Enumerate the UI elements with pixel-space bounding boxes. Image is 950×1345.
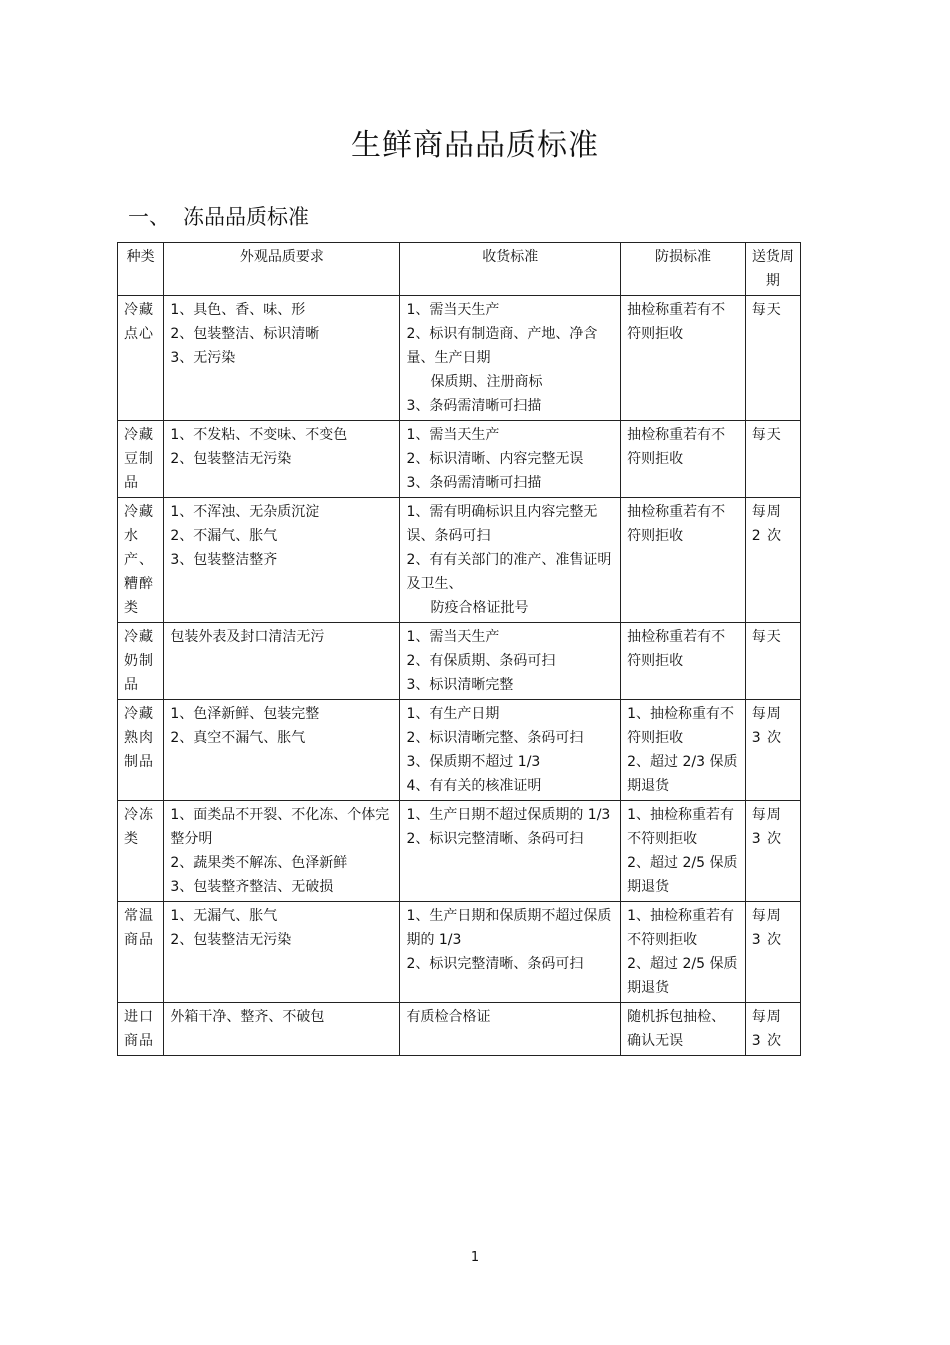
cell-receiving xyxy=(400,902,621,1003)
cell-appearance-line: 1、不发粘、不变味、不变色 xyxy=(170,427,348,443)
cell-appearance-line: 包装外表及封口清洁无污 xyxy=(170,629,325,645)
cell-prevention xyxy=(621,801,746,902)
quality-standard-table xyxy=(117,242,801,1056)
cell-cycle: 每天 xyxy=(745,623,800,700)
cell-receiving-line: 2、标识完整清晰、条码可扫 xyxy=(406,831,584,847)
cell-prevention-line: 2、超过 2/3 保质期退货 xyxy=(627,754,738,794)
cell-receiving xyxy=(400,700,621,801)
cell-receiving-line: 1、需当天生产 xyxy=(406,427,500,443)
cell-receiving-line: 1、生产日期不超过保质期的 1/3 xyxy=(406,807,611,823)
cell-appearance xyxy=(164,902,400,1003)
cell-receiving-line: 1、需当天生产 xyxy=(406,302,500,318)
cell-appearance-line: 3、包装整齐整洁、无破损 xyxy=(170,879,334,895)
cell-category: 进口商品 xyxy=(118,1003,164,1056)
cell-appearance-line: 1、面类品不开裂、不化冻、个体完整分明 xyxy=(170,807,390,847)
table-row xyxy=(118,623,801,700)
cell-receiving xyxy=(400,623,621,700)
table-row xyxy=(118,700,801,801)
cell-receiving-line: 3、标识清晰完整 xyxy=(406,677,514,693)
cell-prevention-line: 抽检称重若有不符则拒收 xyxy=(627,427,726,467)
cell-prevention xyxy=(621,498,746,623)
cell-prevention xyxy=(621,902,746,1003)
cell-receiving xyxy=(400,801,621,902)
cell-appearance xyxy=(164,700,400,801)
cell-receiving xyxy=(400,296,621,421)
cell-receiving-line: 4、有有关的核准证明 xyxy=(406,778,542,794)
cell-receiving-line: 1、生产日期和保质期不超过保质期的 1/3 xyxy=(406,908,612,948)
cell-receiving-line: 3、保质期不超过 1/3 xyxy=(406,754,541,770)
table-row xyxy=(118,1003,801,1056)
header-category: 种类 xyxy=(118,243,164,296)
cell-cycle: 每周 3 次 xyxy=(745,1003,800,1056)
cell-prevention-line: 2、超过 2/5 保质期退货 xyxy=(627,956,738,996)
table-row xyxy=(118,498,801,623)
cell-appearance xyxy=(164,1003,400,1056)
cell-receiving-line: 3、条码需清晰可扫描 xyxy=(406,475,542,491)
cell-category: 常温商品 xyxy=(118,902,164,1003)
cell-category: 冷藏水产、糟醉类 xyxy=(118,498,164,623)
cell-appearance-line: 1、不浑浊、无杂质沉淀 xyxy=(170,504,320,520)
cell-appearance xyxy=(164,801,400,902)
cell-prevention-line: 抽检称重若有不符则拒收 xyxy=(627,504,726,544)
section-heading xyxy=(128,201,309,231)
cell-appearance-line: 2、包装整洁无污染 xyxy=(170,451,292,467)
cell-cycle: 每周 3 次 xyxy=(745,700,800,801)
cell-receiving-line: 有质检合格证 xyxy=(406,1009,491,1025)
section-title: 冻品品质标准 xyxy=(183,205,309,229)
cell-receiving-line: 2、有保质期、条码可扫 xyxy=(406,653,556,669)
cell-receiving-line: 2、标识完整清晰、条码可扫 xyxy=(406,956,584,972)
cell-cycle: 每天 xyxy=(745,421,800,498)
cell-cycle: 每周 2 次 xyxy=(745,498,800,623)
cell-receiving-line: 2、标识有制造商、产地、净含量、生产日期 xyxy=(406,326,598,366)
cell-category: 冷藏点心 xyxy=(118,296,164,421)
cell-cycle: 每天 xyxy=(745,296,800,421)
header-appearance: 外观品质要求 xyxy=(164,243,400,296)
cell-appearance xyxy=(164,421,400,498)
header-receiving: 收货标准 xyxy=(400,243,621,296)
cell-appearance-line: 1、无漏气、胀气 xyxy=(170,908,278,924)
header-cycle: 送货周期 xyxy=(745,243,800,296)
cell-appearance-line: 2、包装整洁、标识清晰 xyxy=(170,326,320,342)
page-title: 生鲜商品品质标准 xyxy=(351,128,599,163)
header-prevention: 防损标准 xyxy=(621,243,746,296)
cell-prevention-line: 随机拆包抽检、确认无误 xyxy=(627,1009,726,1049)
cell-prevention-line: 抽检称重若有不符则拒收 xyxy=(627,302,726,342)
cell-appearance xyxy=(164,296,400,421)
cell-prevention-line: 2、超过 2/5 保质期退货 xyxy=(627,855,738,895)
cell-prevention-line: 1、抽检称重有不符则拒收 xyxy=(627,706,735,746)
cell-cycle: 每周 3 次 xyxy=(745,902,800,1003)
cell-receiving-line: 防疫合格证批号 xyxy=(430,600,529,616)
cell-prevention-line: 1、抽检称重若有不符则拒收 xyxy=(627,908,735,948)
page-number: 1 xyxy=(470,1250,480,1265)
cell-receiving-line: 1、有生产日期 xyxy=(406,706,500,722)
section-number: 一、 xyxy=(128,205,170,229)
cell-appearance-line: 1、色泽新鲜、包装完整 xyxy=(170,706,320,722)
cell-receiving-line: 保质期、注册商标 xyxy=(430,374,543,390)
cell-prevention xyxy=(621,296,746,421)
table-row xyxy=(118,801,801,902)
cell-receiving xyxy=(400,421,621,498)
cell-category: 冷藏熟肉制品 xyxy=(118,700,164,801)
cell-prevention-line: 抽检称重若有不符则拒收 xyxy=(627,629,726,669)
table-row xyxy=(118,421,801,498)
cell-category: 冷藏奶制品 xyxy=(118,623,164,700)
cell-prevention xyxy=(621,1003,746,1056)
cell-appearance xyxy=(164,498,400,623)
cell-appearance-line: 1、具色、香、味、形 xyxy=(170,302,306,318)
cell-prevention xyxy=(621,700,746,801)
cell-prevention xyxy=(621,421,746,498)
cell-appearance-line: 2、不漏气、胀气 xyxy=(170,528,278,544)
cell-receiving xyxy=(400,1003,621,1056)
cell-appearance-line: 外箱干净、整齐、不破包 xyxy=(170,1009,325,1025)
cell-cycle: 每周 3 次 xyxy=(745,801,800,902)
cell-receiving-line: 1、需当天生产 xyxy=(406,629,500,645)
cell-receiving-line: 2、有有关部门的准产、准售证明及卫生、 xyxy=(406,552,612,592)
cell-receiving-line: 3、条码需清晰可扫描 xyxy=(406,398,542,414)
cell-appearance-line: 3、包装整洁整齐 xyxy=(170,552,278,568)
table-header-row xyxy=(118,243,801,296)
cell-prevention xyxy=(621,623,746,700)
cell-appearance-line: 2、蔬果类不解冻、色泽新鲜 xyxy=(170,855,348,871)
cell-appearance xyxy=(164,623,400,700)
cell-category: 冷藏豆制品 xyxy=(118,421,164,498)
table-row xyxy=(118,296,801,421)
cell-prevention-line: 1、抽检称重若有不符则拒收 xyxy=(627,807,735,847)
table-row xyxy=(118,902,801,1003)
cell-receiving-line: 2、标识清晰完整、条码可扫 xyxy=(406,730,584,746)
cell-category: 冷冻类 xyxy=(118,801,164,902)
cell-receiving-line: 1、需有明确标识且内容完整无误、条码可扫 xyxy=(406,504,598,544)
cell-appearance-line: 2、包装整洁无污染 xyxy=(170,932,292,948)
cell-appearance-line: 3、无污染 xyxy=(170,350,236,366)
cell-receiving-line: 2、标识清晰、内容完整无误 xyxy=(406,451,584,467)
cell-receiving xyxy=(400,498,621,623)
cell-appearance-line: 2、真空不漏气、胀气 xyxy=(170,730,306,746)
